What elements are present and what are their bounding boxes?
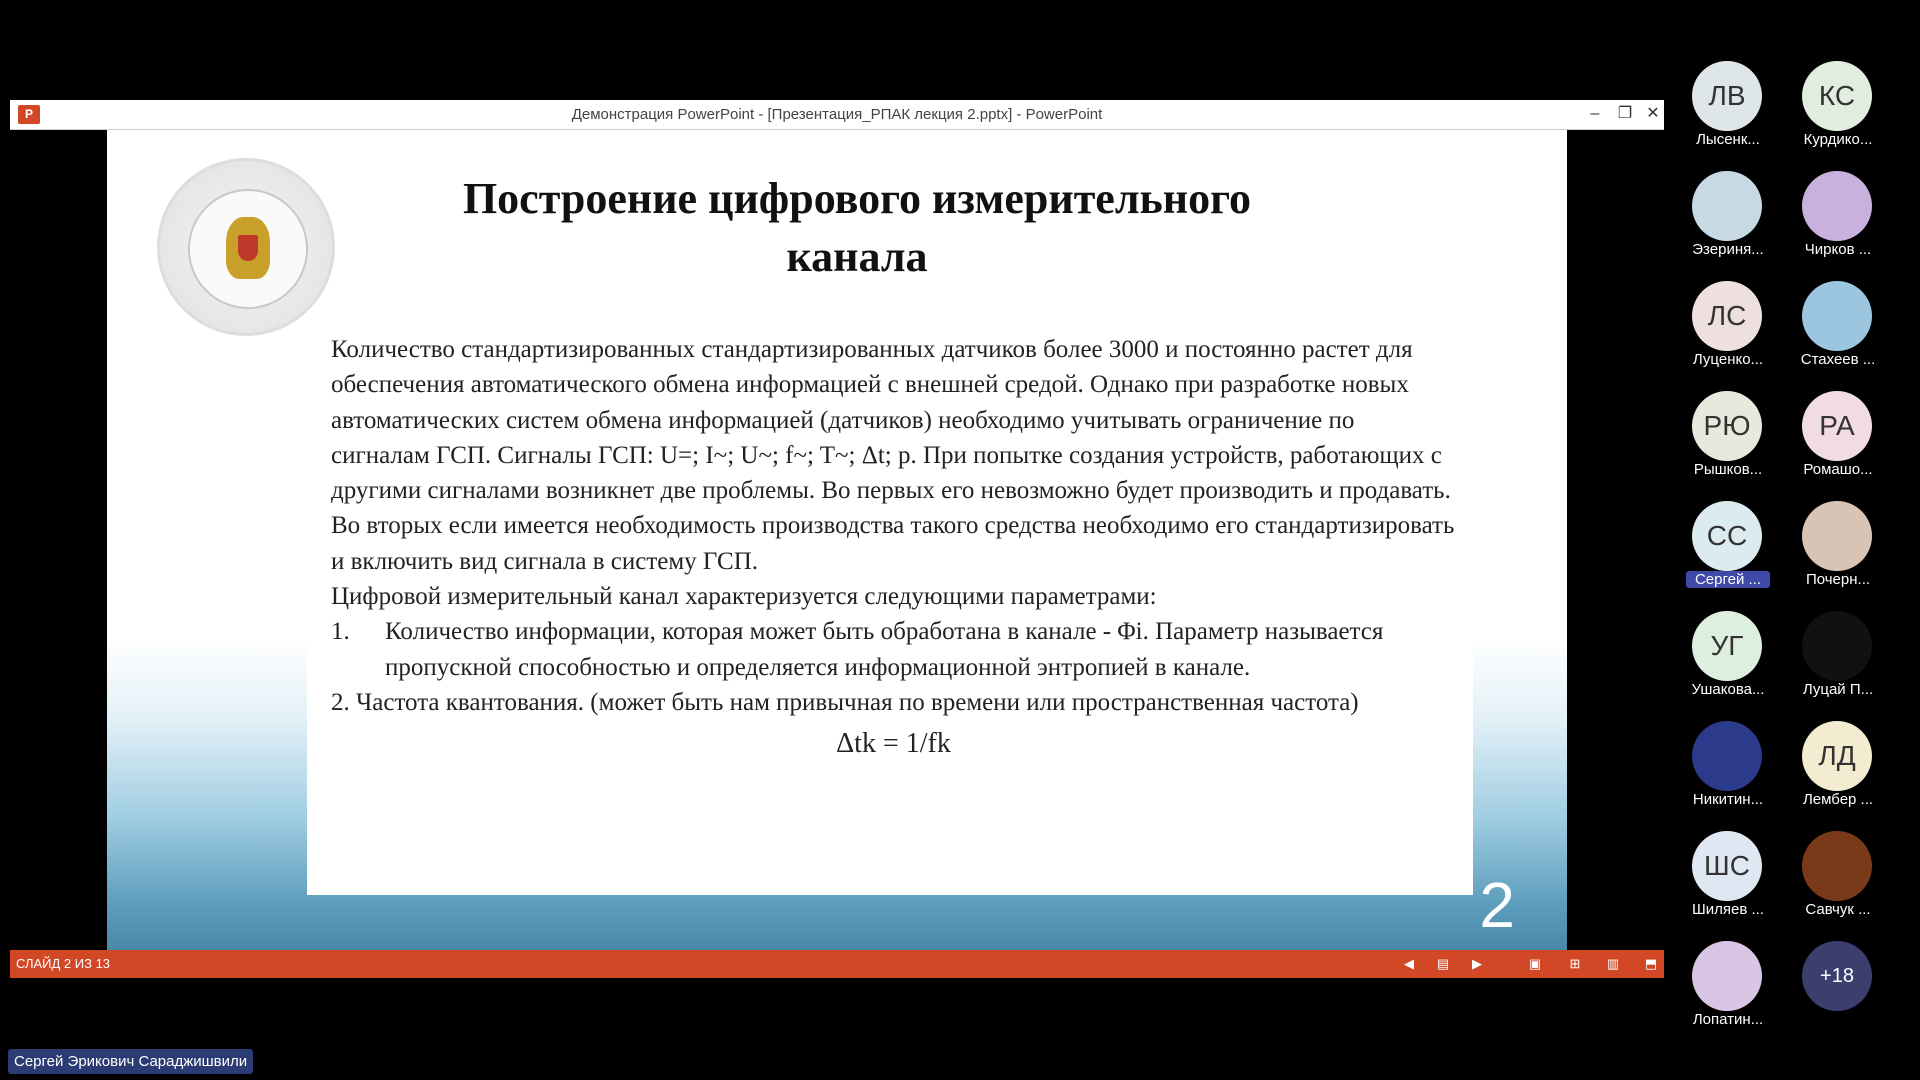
university-seal-icon — [157, 158, 335, 336]
participant-tile[interactable]: ЛД Лембер ... — [1782, 715, 1894, 815]
title-bar — [10, 100, 1664, 130]
slide-menu-icon[interactable]: ▤ — [1436, 956, 1450, 971]
participant-tile[interactable]: Лопатин... — [1672, 935, 1784, 1035]
avatar: ЛС — [1692, 281, 1762, 351]
avatar — [1802, 831, 1872, 901]
avatar — [1802, 611, 1872, 681]
participant-tile[interactable]: Стахеев ... — [1782, 275, 1894, 375]
paragraph-quantization: 2. Частота квантования. (может быть нам привычная по времени или пространственная частота) — [331, 688, 1359, 716]
participant-tile[interactable]: УГ Ушакова... — [1672, 605, 1784, 705]
paragraph-params: Цифровой измерительный канал характеризуется следующими параметрами: — [331, 583, 1157, 611]
close-button[interactable]: ✕ — [1646, 105, 1660, 122]
avatar — [1692, 171, 1762, 241]
list-item: 1. Количество информации, которая может быть обработана в канале - Φi. Параметр называется пропускной способностью и определяется информационной энтропией в канале. — [331, 618, 1384, 681]
participant-tile[interactable]: Эзериня... — [1672, 165, 1784, 265]
participant-tile[interactable]: ШС Шиляев ... — [1672, 825, 1784, 925]
participant-tile[interactable]: ЛС Луценко... — [1672, 275, 1784, 375]
normal-view-icon[interactable]: ▣ — [1528, 956, 1542, 971]
participants-panel — [1672, 55, 1912, 1035]
avatar — [1802, 281, 1872, 351]
participant-tile[interactable]: Савчук ... — [1782, 825, 1894, 925]
previous-slide-icon[interactable]: ◀ — [1404, 956, 1414, 971]
more-participants-button[interactable] — [1782, 935, 1894, 1035]
avatar: РЮ — [1692, 391, 1762, 461]
participant-tile[interactable]: Почерн... — [1782, 495, 1894, 595]
avatar: УГ — [1692, 611, 1762, 681]
avatar — [1692, 721, 1762, 791]
participant-tile[interactable]: Луцай П... — [1782, 605, 1894, 705]
participant-tile[interactable]: РЮ Рышков... — [1672, 385, 1784, 485]
avatar: ЛД — [1802, 721, 1872, 791]
powerpoint-window — [10, 100, 1664, 980]
avatar: +18 — [1802, 941, 1872, 1011]
avatar: ШС — [1692, 831, 1762, 901]
participant-tile[interactable]: ЛВ Лысенк... — [1672, 55, 1784, 155]
participant-tile[interactable]: КС Курдико... — [1782, 55, 1894, 155]
slide-counter: СЛАЙД 2 ИЗ 13 — [16, 956, 111, 971]
restore-button[interactable]: ❐ — [1617, 105, 1633, 122]
avatar — [1692, 941, 1762, 1011]
avatar — [1802, 501, 1872, 571]
avatar: КС — [1802, 61, 1872, 131]
avatar: СС — [1692, 501, 1762, 571]
slide — [107, 130, 1567, 950]
reading-view-icon[interactable]: ▥ — [1606, 956, 1620, 971]
minimize-button[interactable]: – — [1590, 105, 1600, 122]
avatar: ЛВ — [1692, 61, 1762, 131]
slideshow-icon[interactable]: ⬒ — [1644, 956, 1658, 971]
powerpoint-icon: P — [18, 105, 40, 124]
status-bar — [10, 950, 1664, 978]
participant-tile[interactable]: Чирков ... — [1782, 165, 1894, 265]
participant-tile[interactable]: РА Ромашо... — [1782, 385, 1894, 485]
slide-content-box — [307, 320, 1473, 895]
slide-sorter-icon[interactable]: ⊞ — [1569, 956, 1581, 971]
formula: Δtk = 1/fk — [836, 728, 951, 760]
slide-viewport[interactable] — [10, 130, 1664, 950]
next-slide-icon[interactable]: ▶ — [1472, 956, 1482, 971]
slide-body — [331, 332, 1456, 762]
slide-title: Построение цифрового измерительного канала — [462, 174, 1252, 281]
active-speaker-label: Сергей Эрикович Сараджишвили — [8, 1049, 253, 1074]
avatar: РА — [1802, 391, 1872, 461]
paragraph-gsp: Количество стандартизированных стандартизированных датчиков более 3000 и постоянно растет для обеспечения автоматического обмена информацией с внешней средой. Однако при разработке новых автоматических систем обмена информацией (датчиков) необходимо учитывать ограничение по сигналам ГСП. Сигналы ГСП: U=; I~; U~; f~; T~; Δt; p. При попытке создания устройств, работающих с другими сигналами возникнет две проблемы. Во первых его невозможно будет производить и продавать. Во вторых если имеется необходимость производства такого средства необходимо его стандартизировать и включить вид сигнала в систему ГСП. — [331, 336, 1455, 575]
avatar — [1802, 171, 1872, 241]
participant-tile[interactable]: Никитин... — [1672, 715, 1784, 815]
participant-tile[interactable]: СС Сергей ... — [1672, 495, 1784, 595]
slide-page-number: 2 — [1479, 869, 1515, 941]
window-title: Демонстрация PowerPoint - [Презентация_РПАК лекция 2.pptx] - PowerPoint — [571, 106, 1103, 123]
